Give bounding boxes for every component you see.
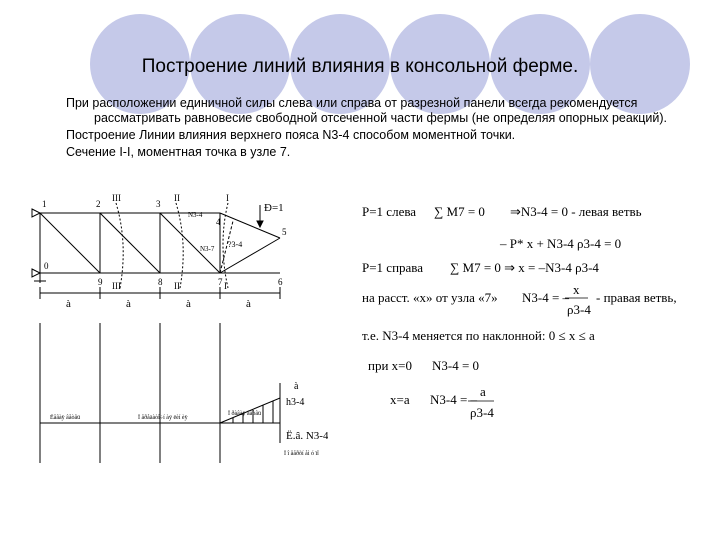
panel-label: à	[126, 298, 131, 310]
eq-sum-moment: ∑ M7 = 0	[434, 204, 485, 219]
eq-xa-result: N3-4 = –	[430, 392, 478, 407]
eq-distance: на расст. «x» от узла «7»	[362, 290, 498, 305]
eq-x0-result: N3-4 = 0	[432, 358, 480, 373]
panel-label: à	[66, 298, 71, 310]
node-label: 0	[44, 261, 49, 271]
eq-linear: т.е. N3-4 меняется по наклонной: 0 ≤ x ≤ a	[362, 328, 595, 343]
member-label: N3-4	[188, 211, 203, 219]
rho-label: ?3-4	[228, 240, 243, 249]
truss-diagram	[28, 193, 328, 463]
equations-block	[360, 198, 700, 423]
paragraph-1: При расположении единичной силы слева или справа от разрезной панели всегда рекомендуется рассматривать равновесие свободной отсеченной части фермы (не определяя опорных реакций).	[66, 96, 668, 125]
section-mark: II	[174, 281, 180, 291]
slide-title: Построение линий влияния в консольной ферме.	[141, 56, 579, 77]
eq-p-left: P=1 слева	[362, 204, 417, 219]
eq-3: ∑ M7 = 0 ⇒ x = –N3-4 ρ3-4	[450, 260, 599, 275]
eq-xa: x=a	[390, 392, 410, 407]
eq-frac-num: x	[573, 282, 580, 297]
load-label: Ð=1	[264, 202, 284, 214]
panel-label: à	[186, 298, 191, 310]
node-label: 9	[98, 277, 103, 287]
section-mark: I	[224, 281, 227, 291]
node-label: 6	[278, 277, 283, 287]
right-branch-label: Ï ðàâàÿ âåòâü	[228, 411, 261, 417]
paragraph-2: Построение Линии влияния верхнего пояса N3-4 способом моментной точки.	[66, 128, 516, 142]
transfer-line-label: Ï åðåäàòî÷í àÿ ëèí èÿ	[138, 415, 188, 421]
left-branch-label: Ëåâàÿ âåòâü	[50, 415, 81, 421]
section-mark: II	[174, 193, 180, 203]
node-label: 3	[156, 199, 161, 209]
eq-frac-den: ρ3-4	[567, 302, 591, 317]
node-label: 1	[42, 199, 47, 209]
eq-x0: при x=0	[368, 358, 412, 373]
ordinate-a: à	[294, 381, 299, 392]
eq-2: – P* x + N3-4 ρ3-4 = 0	[500, 236, 622, 251]
node-label: 4	[216, 217, 221, 227]
node-label: 8	[158, 277, 163, 287]
node-label: 2	[96, 199, 101, 209]
eq-right-branch: - правая ветвь,	[596, 290, 677, 305]
sign-note: Ï î âåðõí åì ó ïî	[284, 451, 319, 457]
node-label: 7	[218, 277, 223, 287]
slide-body	[66, 96, 696, 162]
member-label: N3-7	[200, 245, 215, 253]
panel-label: à	[246, 298, 251, 310]
section-mark: III	[112, 281, 121, 291]
section-mark: III	[112, 193, 121, 203]
eq-left-result: ⇒N3-4 = 0 - левая ветвь	[510, 204, 642, 219]
eq-xa-num: a	[480, 384, 486, 399]
section-mark: I	[226, 193, 229, 203]
node-label: 5	[282, 227, 287, 237]
influence-line-name: Ë.â. N3-4	[286, 430, 328, 442]
eq-n-right: N3-4 = –	[522, 290, 570, 305]
eq-p-right: P=1 справа	[362, 260, 424, 275]
eq-xa-den: ρ3-4	[470, 405, 494, 420]
ordinate-h: h3-4	[286, 397, 305, 408]
paragraph-3: Сечение I-I, моментная точка в узле 7.	[66, 145, 291, 159]
